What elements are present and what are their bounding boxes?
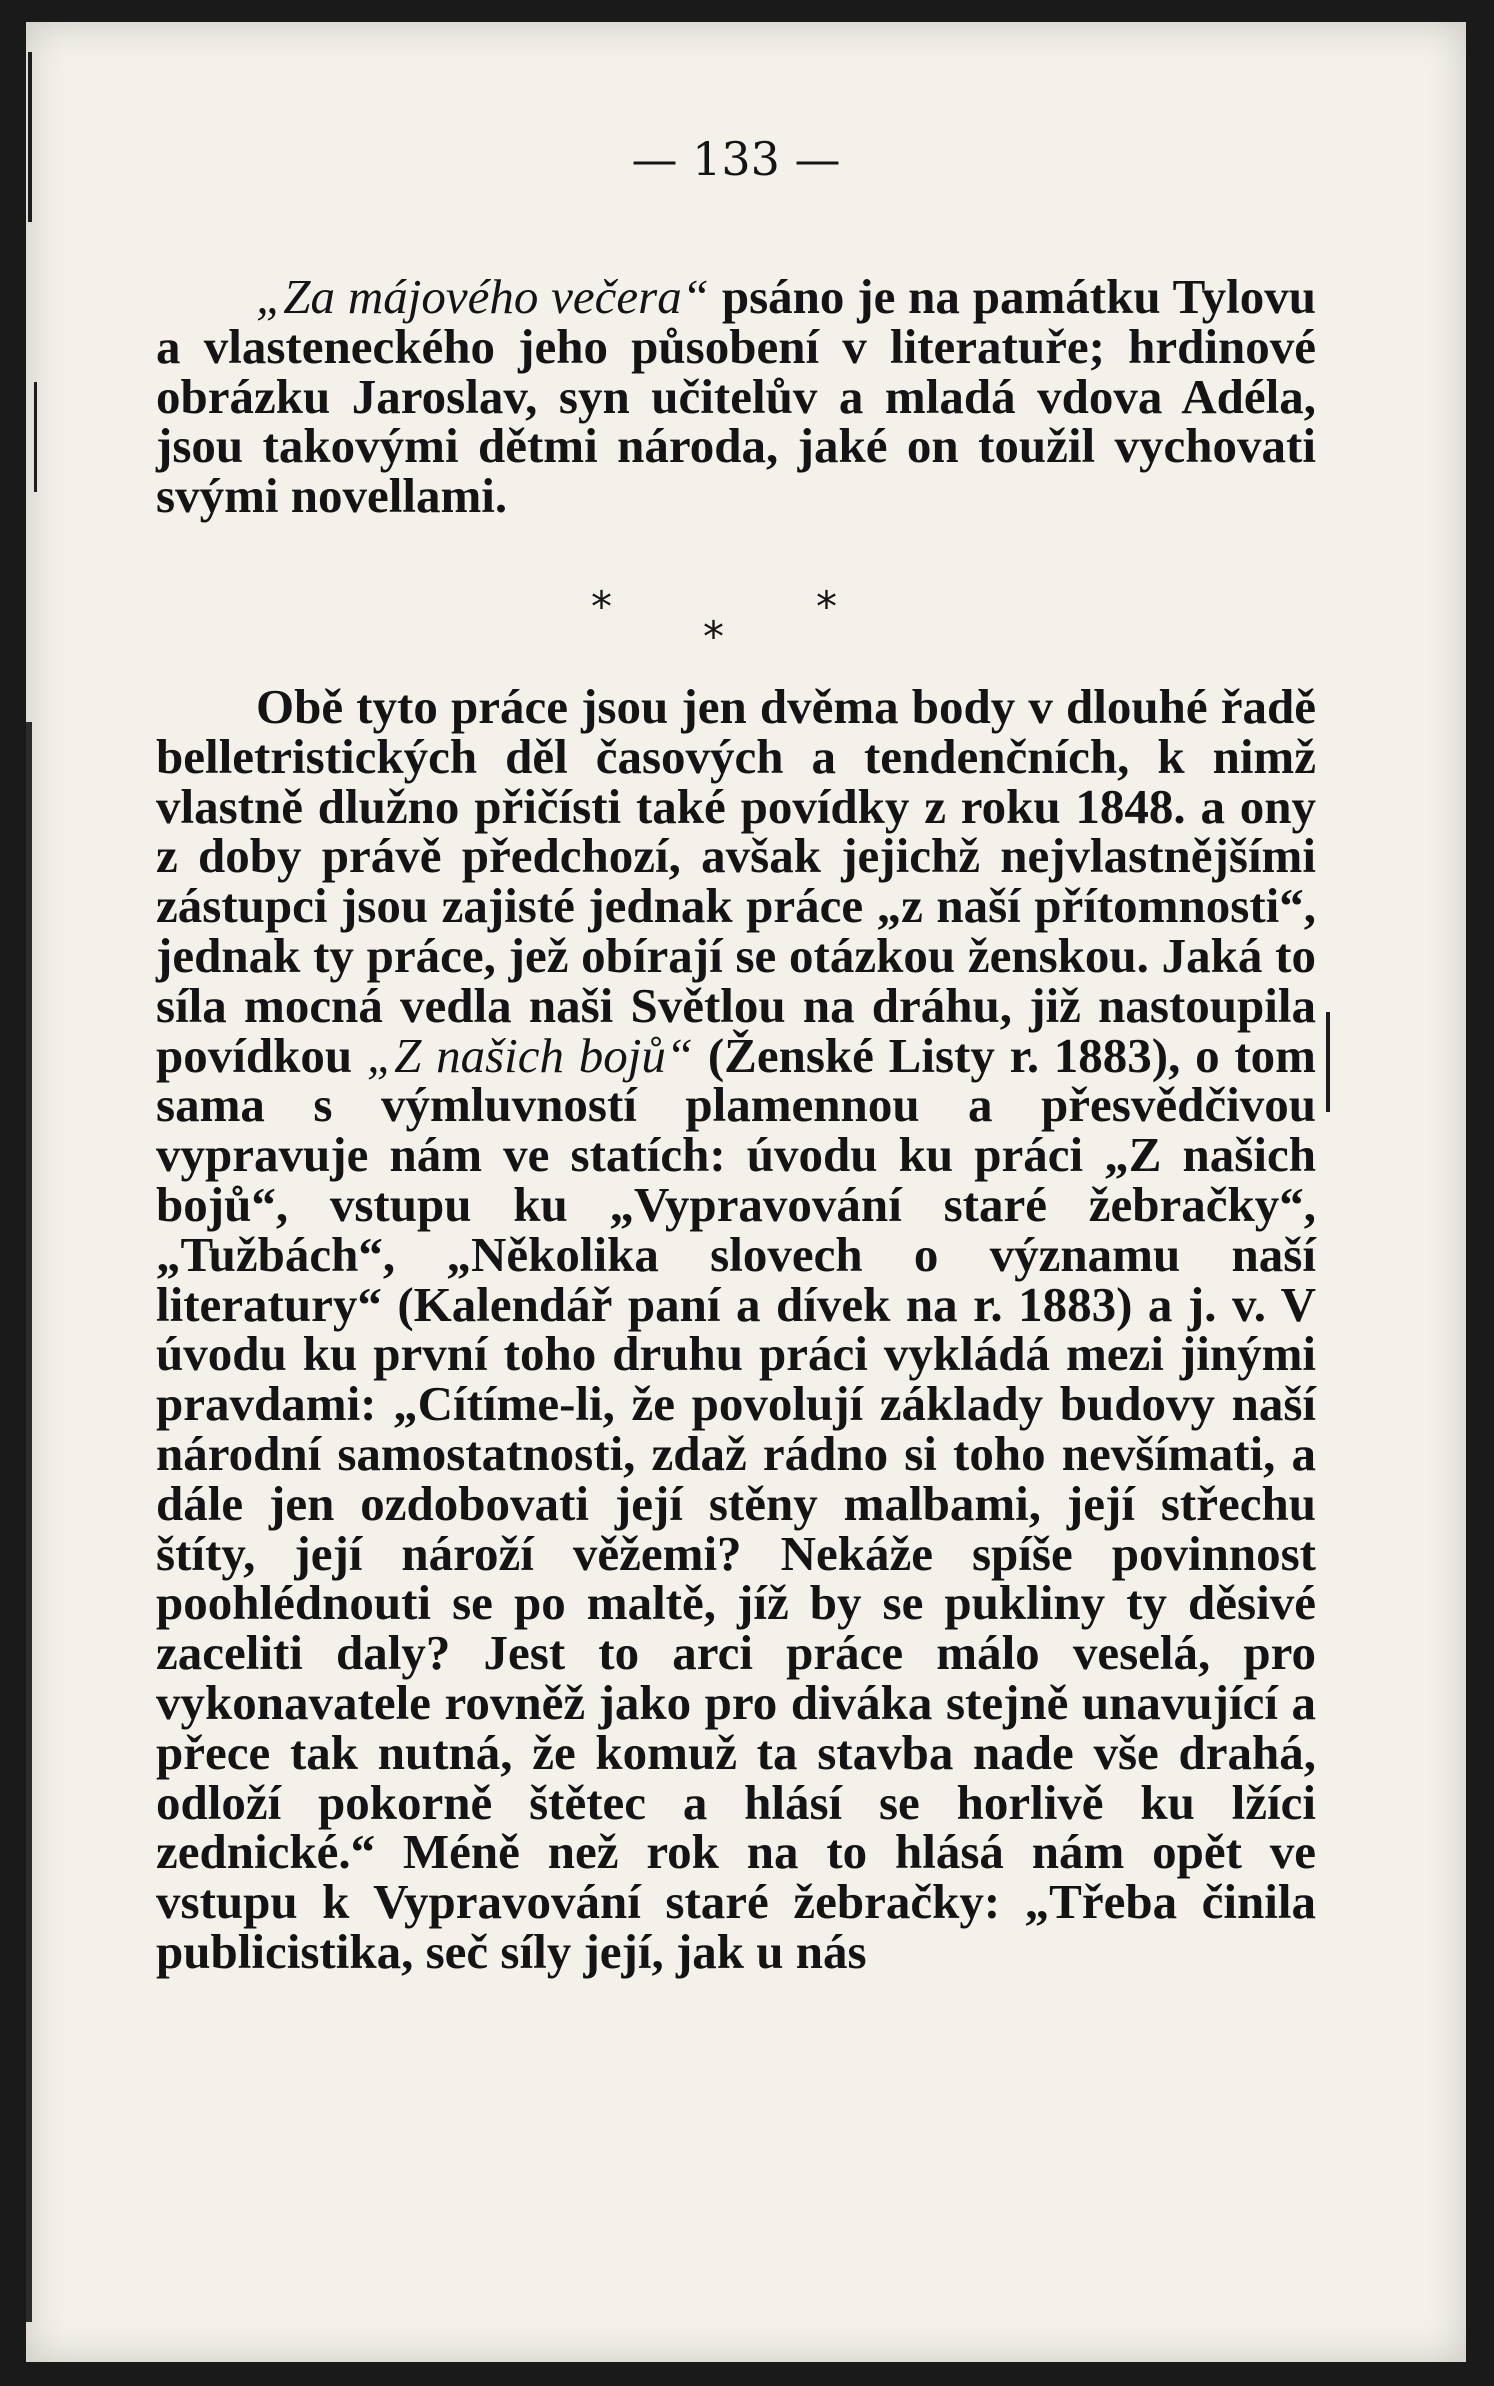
scan-edge-shadow xyxy=(26,722,32,2322)
section-divider-asterism xyxy=(26,582,1466,672)
paragraph-2 xyxy=(156,679,1316,1979)
asterisk-icon: * xyxy=(703,612,724,661)
paragraph-1-text xyxy=(156,269,1316,524)
scan-edge-mark xyxy=(34,382,37,492)
paragraph-2-text xyxy=(156,679,1316,1979)
paragraph-1 xyxy=(156,269,1316,524)
asterisk-icon: * xyxy=(816,582,837,631)
paragraph-1-title: „Za májového večera“ xyxy=(256,269,709,324)
paragraph-2-italic-title: „Z našich bojů“ xyxy=(366,1027,694,1083)
paragraph-1-body: psáno je na památku Tylovu a vlasteneckého jeho působení v literatuře; hrdinové obrázku Jaroslav, syn učitelův a mladá vdova Adéla, jsou takovými dětmi národa, jaké on toužil vychovati svými novellami. xyxy=(156,269,1316,524)
scan-edge-mark xyxy=(28,52,32,222)
paragraph-2-body-start: Obě tyto práce jsou jen dvěma body v dlouhé řadě belletristických děl časových a tendenčních, k nimž vlastně dlužno přičísti také povídky z roku 1848. a ony z doby právě předchozí, avšak jejichž nejvlastnějšími zástupci jsou zajisté jednak práce „z naší přítomnosti“, jednak ty práce, jež obírají se otázkou ženskou. Jaká to síla mocná vedla naši Světlou na dráhu, již nastoupila povídkou xyxy=(156,679,1316,1083)
page-number: — 133 — xyxy=(631,132,841,186)
asterisk-icon: * xyxy=(591,582,612,631)
paragraph-2-body-end: (Ženské Listy r. 1883), o tom sama s výmluvností plamennou a přesvědčivou vypravuje nám ve statích: úvodu ku práci „Z našich bojů“, vstupu ku „Vypravování staré žebračky“, „Tužbách“, „Několika slovech o významu naší literatury“ (Kalendář paní a dívek na r. 1883) a j. v. V úvodu ku první toho druhu práci vykládá mezi jinými pravdami: „Cítíme-li, že povolují základy budovy naší národní samostatnosti, zdaž rádno si toho nevšímati, a dále jen ozdobovati její stěny malbami, její střechu štíty, její nároží věžemi? Nekáže spíše povinnost poohlédnouti se po maltě, jíž by se pukliny ty děsivé zaceliti daly? Jest to arci práce málo veselá, pro vykonavatele rovněž jako pro diváka stejně unavující a přece tak nutná, že komuž ta stavba nade vše drahá, odloží pokorně štětec a hlásí se horlivě ku lžíci zednické.“ Méně než rok na to hlásá nám opět ve vstupu k Vypravování staré žebračky: „Třeba činila publicistika, seč síly její, jak u nás xyxy=(156,1027,1316,1979)
book-page xyxy=(26,22,1466,2362)
scan-edge-mark xyxy=(1326,1012,1330,1112)
